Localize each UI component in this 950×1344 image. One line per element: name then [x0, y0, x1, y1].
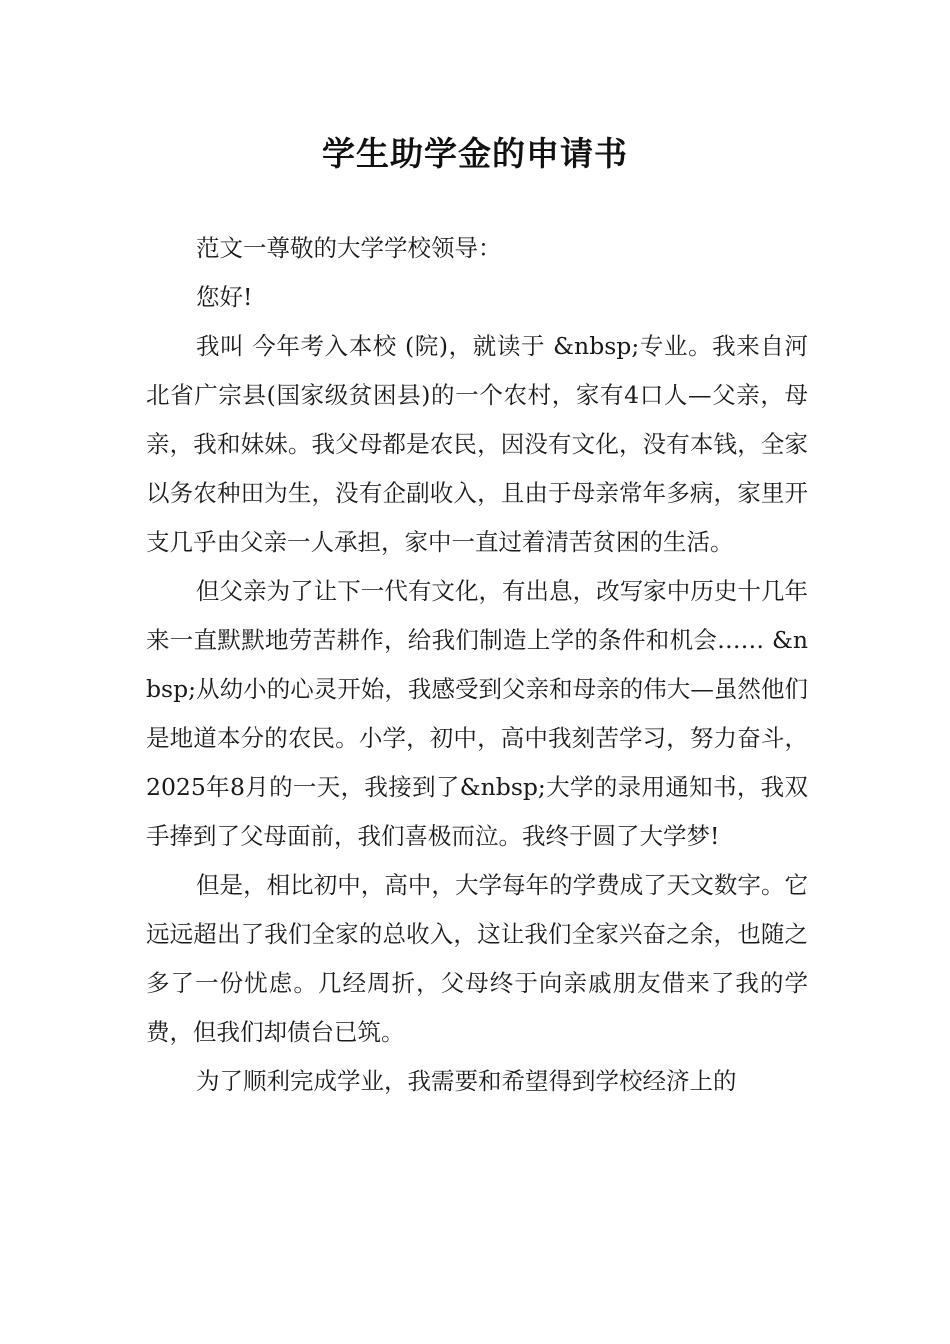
greeting: 您好!	[196, 283, 253, 311]
paragraph-request: 为了顺利完成学业，我需要和希望得到学校经济上的	[196, 1067, 737, 1095]
paragraph-tuition-burden: 但是，相比初中，高中，大学每年的学费成了天文数字。它远远超出了我们全家的总收入，这让我们全家兴奋之余，也随之多了一份忧虑。几经周折，父母终于向亲戚朋友借来了我的学费，但我们却债台已筑。	[146, 871, 808, 1046]
document-title: 学生助学金的申请书	[322, 134, 628, 173]
document-body	[146, 224, 808, 1106]
salutation: 范文一尊敬的大学学校领导：	[196, 234, 502, 262]
paragraph-family-background: 我叫 今年考入本校 (院)，就读于 &nbsp;专业。我来自河北省广宗县(国家级贫困县)的一个农村，家有4口人—父亲，母亲，我和妹妹。我父母都是农民，因没有文化，没有本钱，全家以务农种田为生，没有企副收入，且由于母亲常年多病，家里开支几乎由父亲一人承担，家中一直过着清苦贫困的生活。	[146, 332, 808, 556]
paragraph-father-effort: 但父亲为了让下一代有文化，有出息，改写家中历史十几年来一直默默地劳苦耕作，给我们制造上学的条件和机会…… &nbsp;从幼小的心灵开始，我感受到父亲和母亲的伟大—虽然他们是地道本分的农民。小学，初中，高中我刻苦学习，努力奋斗，2025年8月的一天，我接到了&nbsp;大学的录用通知书，我双手捧到了父母面前，我们喜极而泣。我终于圆了大学梦!	[146, 577, 808, 850]
